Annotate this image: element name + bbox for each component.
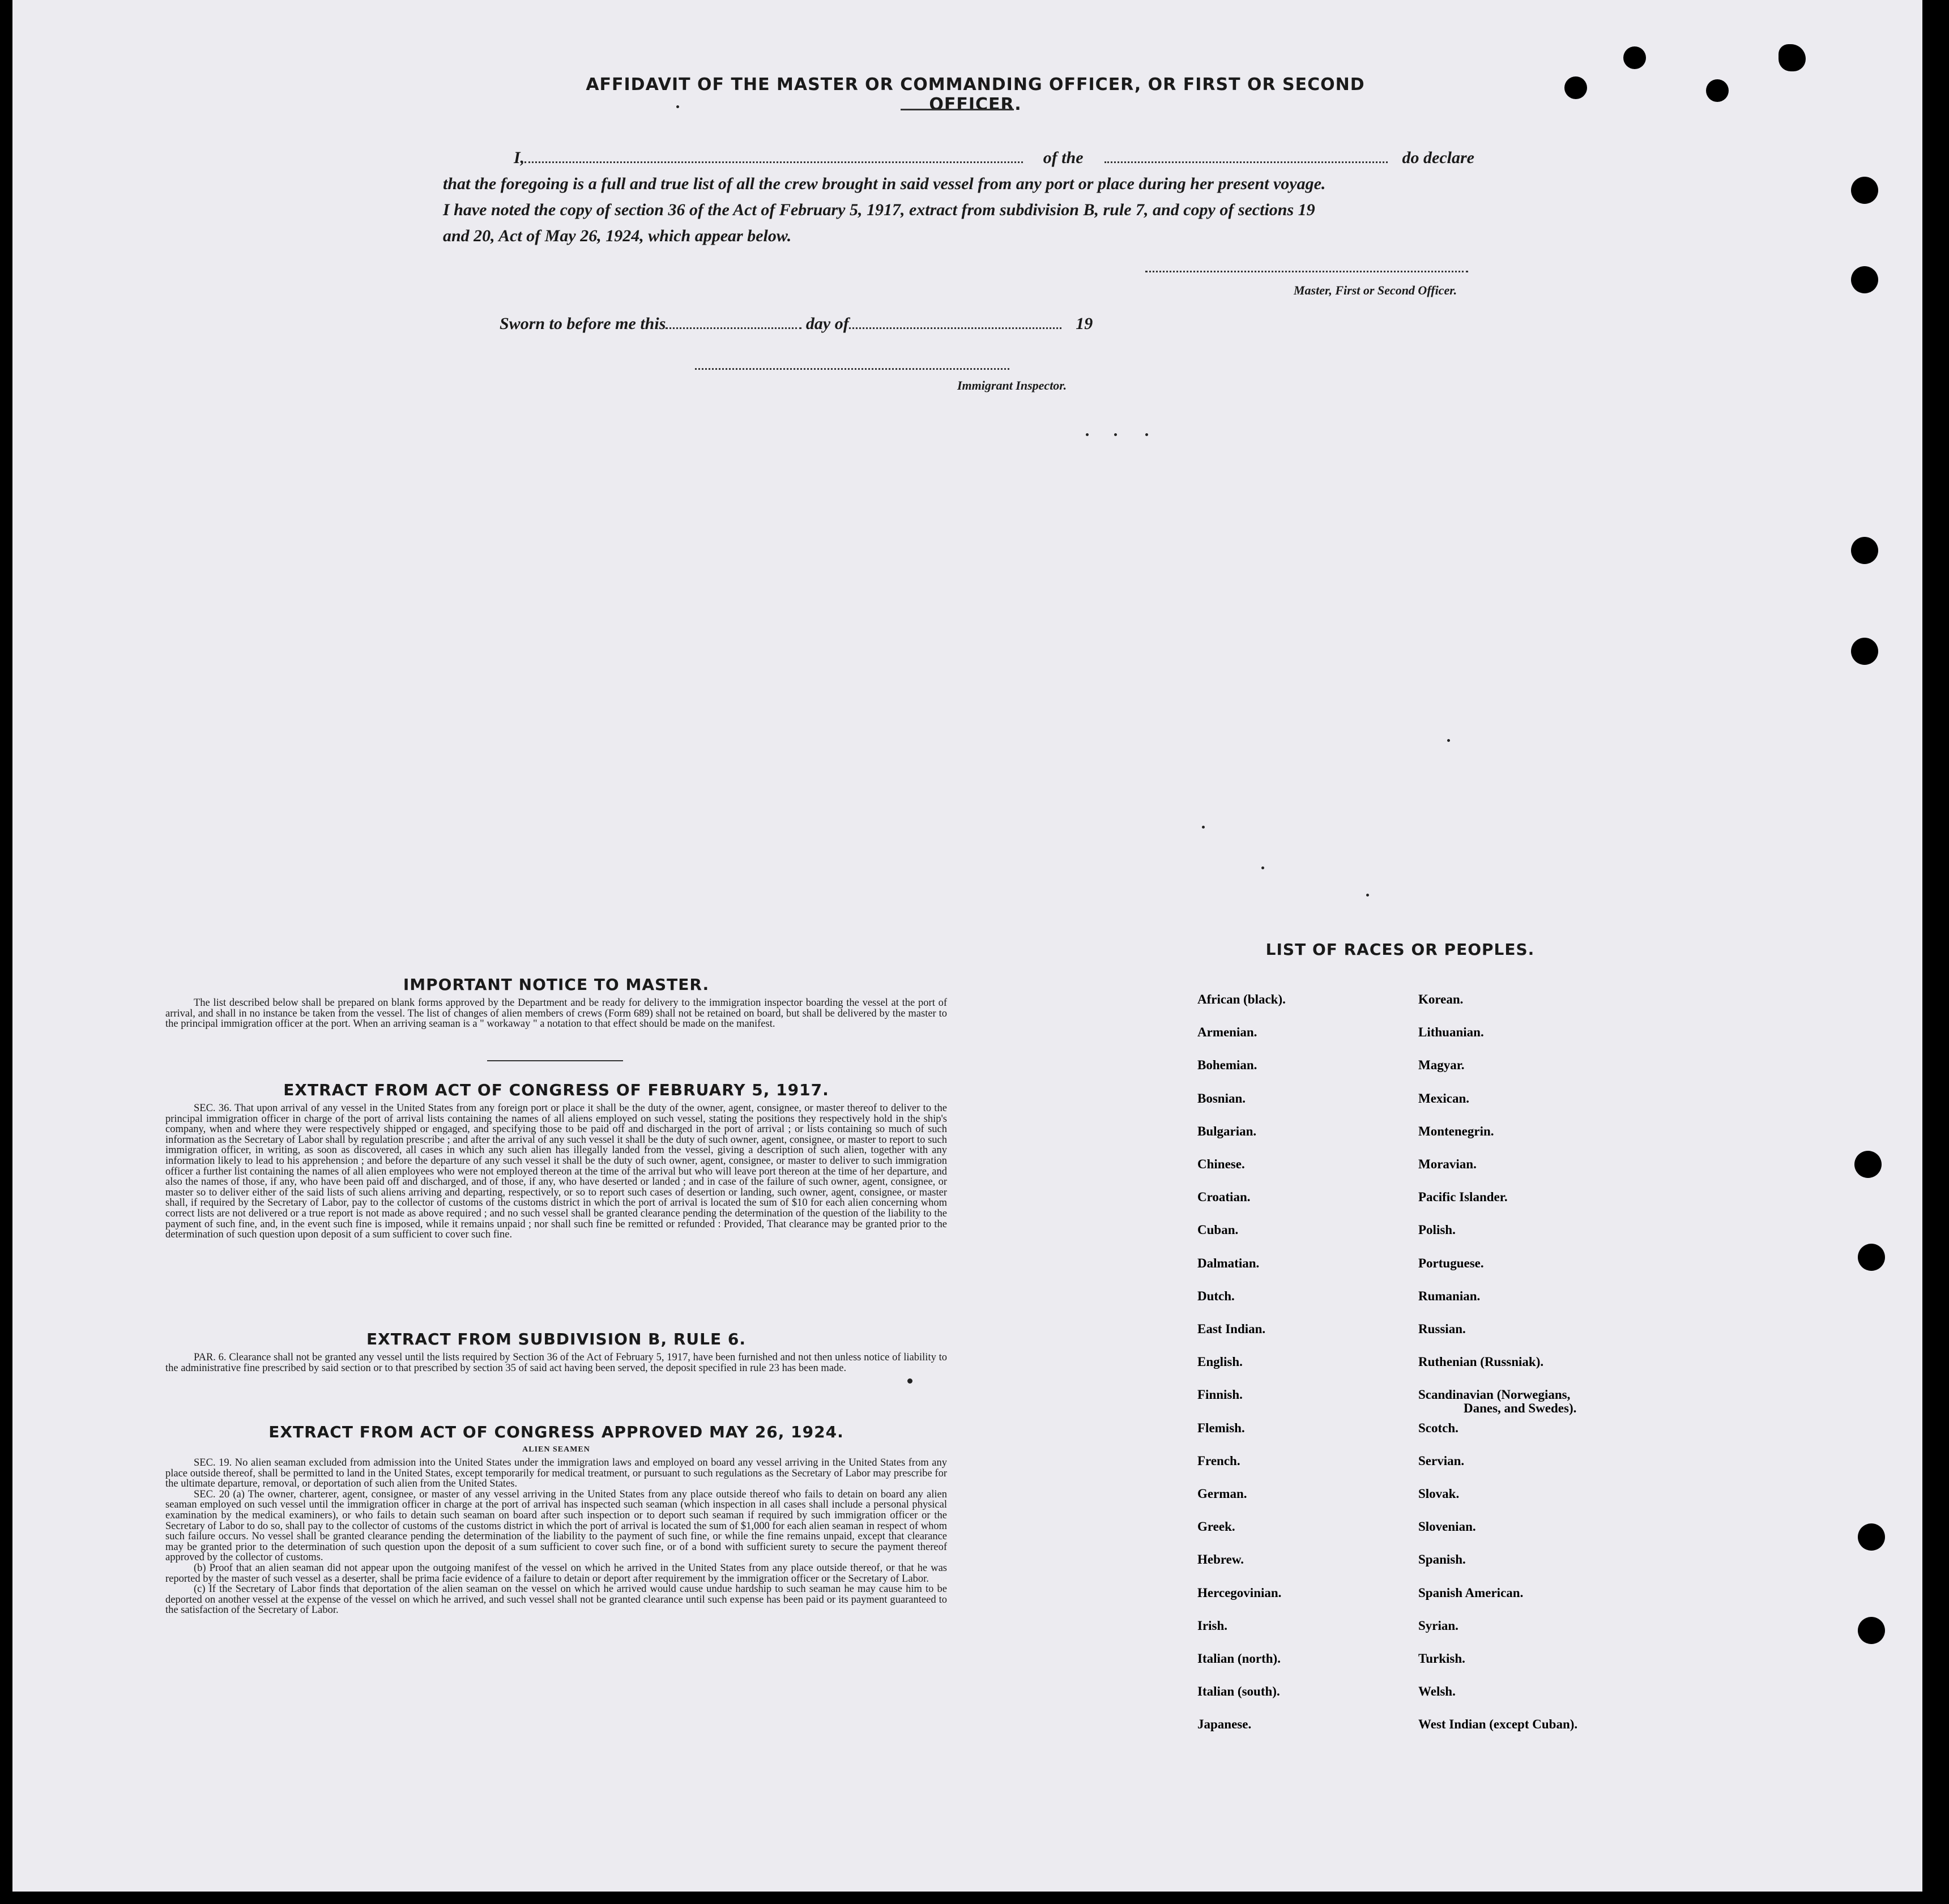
- sworn-prefix: Sworn to before me this: [500, 314, 666, 333]
- race-item: English.: [1197, 1355, 1243, 1369]
- sworn-line: [500, 314, 1093, 334]
- document-page: [12, 0, 1922, 1892]
- race-item: Croatian.: [1197, 1190, 1251, 1205]
- master-signature-line: [1145, 271, 1468, 272]
- race-item: Spanish.: [1418, 1552, 1466, 1567]
- race-item: Slovenian.: [1418, 1519, 1476, 1534]
- race-item: Russian.: [1418, 1322, 1466, 1336]
- sec-20a: SEC. 20 (a) The owner, charterer, agent, consignee, or master of any vessel arriving in the United States from any place outside thereof who fails to detain on board any alien seaman employed on such vessel until the immigration officer in charge at the port of arrival has inspected such seaman (which inspection in all cases shall include a personal physical examination by the medical examiners), or who fails to detain such seaman on board after such inspection or to deport such seaman if required by such immigration officer or the Secretary of Labor to do so, shall pay to the collector of customs of the customs district in which the port of arrival is located the sum of $1,000 for each alien seaman in respect of whom such failure occurs. No vessel shall be granted clearance pending the determination of the liability to the payment of such fine, or while the fine remains unpaid, except that clearance may be granted prior to the determination of such question upon the deposit of a sum sufficient to cover such fine, or of a bond with sufficient surety to secure the payment thereof approved by the collector of customs.: [165, 1488, 947, 1564]
- race-item: Italian (north).: [1197, 1651, 1281, 1666]
- rule-6-text: PAR. 6. Clearance shall not be granted any vessel until the lists required by Section 36 of the Act of February 5, 1917, have been furnished and not then unless notice of liability to the administrative fine prescribed by said section or to that prescribed by section 35 of said act having been served, the deposit specified in rule 23 has been made.: [165, 1352, 947, 1374]
- ink-speck: [1447, 739, 1450, 742]
- race-item: Ruthenian (Russniak).: [1418, 1355, 1544, 1369]
- sec-20c: (c) If the Secretary of Labor finds that deportation of the alien seaman on the vessel on which he arrived would cause undue hardship to such seaman he may cause him to be deported on another vessel at the expense of the vessel on which he arrived, and such vessel shall not be granted clearance until such expense has been paid or its payment guaranteed to the satisfaction of the Secretary of Labor.: [165, 1583, 947, 1616]
- race-item-continued: Danes, and Swedes).: [1464, 1401, 1577, 1416]
- affidavit-line-3: I have noted the copy of section 36 of the Act of February 5, 1917, extract from subdivision B, rule 7, and copy of sections 19: [443, 200, 1315, 219]
- race-item: Welsh.: [1418, 1684, 1456, 1699]
- ink-speck: [1114, 433, 1117, 436]
- sec-19: SEC. 19. No alien seaman excluded from admission into the United States under the immigration laws and employed on board any vessel arriving in the United States from any place outside thereof, shall be permitted to land in the United States, except temporarily for medical treatment, or pursuant to such regulations as the Secretary of Labor may prescribe for the ultimate departure, removal, or deportation of such alien from the United States.: [165, 1457, 947, 1490]
- race-item: Syrian.: [1418, 1618, 1458, 1633]
- race-item: Greek.: [1197, 1519, 1235, 1534]
- race-item: Cuban.: [1197, 1223, 1239, 1237]
- race-item: Polish.: [1418, 1223, 1456, 1237]
- binder-hole: [1851, 537, 1878, 564]
- affidavit-line-2: that the foregoing is a full and true list of all the crew brought in said vessel from any port or place during her present voyage.: [443, 174, 1326, 193]
- vessel-blank: [1104, 161, 1388, 163]
- binder-hole: [1564, 76, 1587, 99]
- binder-hole: [1851, 177, 1878, 204]
- ink-speck: [676, 105, 679, 108]
- races-title: LIST OF RACES OR PEOPLES.: [1265, 940, 1535, 959]
- affidavit-i: I,: [514, 148, 525, 167]
- race-item: Pacific Islander.: [1418, 1190, 1508, 1205]
- ink-speck: [1086, 433, 1089, 436]
- extract-1917-text: SEC. 36. That upon arrival of any vessel in the United States from any foreign port or place it shall be the duty of the owner, agent, consignee, or master thereof to deliver to the principal immigration officer in charge of the port of arrival lists containing the names of all aliens employed on such vessel, stating the positions they respectively hold in the ship's company, when and where they were respectively shipped or engaged, and specifying those to be paid off and discharged in the port of arrival ; or lists containing so much of such information as the Secretary of Labor shall by regulation prescribe ; and after the arrival of any such vessel it shall be the duty of such owner, agent, consignee, or master to report to such immigration officer, in writing, as soon as discovered, all cases in which any such alien has illegally landed from the vessel, giving a description of such alien, together with any information likely to lead to his apprehension ; and before the departure of any such vessel it shall be the duty of such owner, agent, consignee, or master to deliver to such immigration officer a further list containing the names of all alien employees who were not employed thereon at the time of the arrival but who will leave port thereon at the time of her departure, and also the names of those, if any, who have been paid off and discharged, and of those, if any, who have deserted or landed ; and in case of the failure of such owner, agent, consignee, or master so to deliver either of the said lists of such aliens arriving and departing, respectively, or so to report such cases of desertion or landing, such owner, agent, consignee, or master shall, if required by the Secretary of Labor, pay to the collector of customs of the customs district in which the port of arrival is located the sum of $10 for each alien concerning whom correct lists are not delivered or a true report is not made as above required ; and no such vessel shall be granted clearance pending the determination of the question of the liability to the payment of such fine, and, in the event such fine is imposed, while it remains unpaid ; nor shall such fine be remitted or refunded : Provided, That clearance may be granted prior to the determination of such question upon deposit of a sum sufficient to cover such fine.: [165, 1103, 947, 1241]
- race-item: Japanese.: [1197, 1717, 1252, 1732]
- ink-speck: [1366, 894, 1369, 896]
- race-item: Mexican.: [1418, 1091, 1470, 1105]
- inspector-signature-line: [695, 368, 1009, 370]
- race-item: Servian.: [1418, 1453, 1465, 1468]
- ink-speck: [1202, 826, 1205, 829]
- race-item: Montenegrin.: [1418, 1124, 1494, 1138]
- binder-hole: [1858, 1244, 1885, 1271]
- race-item: Flemish.: [1197, 1420, 1245, 1435]
- affidavit-of-the: of the: [1043, 148, 1084, 167]
- race-item: Scandinavian (Norwegians,: [1418, 1388, 1571, 1402]
- extract-1917-title: EXTRACT FROM ACT OF CONGRESS OF FEBRUARY 5, 1917.: [283, 1081, 829, 1099]
- title-underline: [901, 109, 1014, 110]
- sworn-day-of: day of: [805, 314, 849, 333]
- race-item: Bulgarian.: [1197, 1124, 1257, 1138]
- binder-hole: [1623, 46, 1646, 69]
- binder-hole: [1854, 1151, 1882, 1178]
- race-item: Bohemian.: [1197, 1058, 1257, 1073]
- race-item: Bosnian.: [1197, 1091, 1246, 1105]
- master-caption: Master, First or Second Officer.: [1294, 283, 1457, 297]
- ink-speck: [907, 1378, 912, 1384]
- race-item: Portuguese.: [1418, 1256, 1484, 1270]
- sec-20b: (b) Proof that an alien seaman did not appear upon the outgoing manifest of the vessel on which he arrived in the United States from any place outside thereof, or that he was reported by the master of such vessel as a deserter, shall be prima facie evidence of a failure to detain or deport after requirement by the immigration officer or the Secretary of Labor.: [165, 1562, 947, 1585]
- inspector-caption: Immigrant Inspector.: [957, 378, 1067, 392]
- binder-hole: [1858, 1617, 1885, 1644]
- rule-6-title: EXTRACT FROM SUBDIVISION B, RULE 6.: [366, 1330, 746, 1348]
- affidavit-line-1: [514, 148, 1511, 168]
- sworn-month-blank: [849, 327, 1061, 329]
- affidavit-line-4: and 20, Act of May 26, 1924, which appear below.: [443, 227, 792, 245]
- race-item: Magyar.: [1418, 1058, 1465, 1073]
- race-item: Moravian.: [1418, 1157, 1477, 1171]
- race-item: Korean.: [1418, 992, 1464, 1006]
- race-item: Scotch.: [1418, 1420, 1458, 1435]
- affidavit-declare: do declare: [1402, 148, 1474, 167]
- race-item: Turkish.: [1418, 1651, 1465, 1666]
- binder-hole: [1706, 79, 1729, 102]
- extract-1924-body: [165, 1458, 947, 1616]
- race-item: French.: [1197, 1453, 1240, 1468]
- race-item: Dalmatian.: [1197, 1256, 1260, 1270]
- race-item: Rumanian.: [1418, 1288, 1481, 1303]
- race-item: Chinese.: [1197, 1157, 1245, 1171]
- binder-hole: [1858, 1523, 1885, 1551]
- extract-1924-subtitle: ALIEN SEAMEN: [522, 1445, 590, 1454]
- race-item: Hercegovinian.: [1197, 1585, 1282, 1600]
- race-item: Lithuanian.: [1418, 1025, 1484, 1040]
- race-item: West Indian (except Cuban).: [1418, 1717, 1578, 1732]
- race-item: Spanish American.: [1418, 1585, 1524, 1600]
- affidavit-title: AFFIDAVIT OF THE MASTER OR COMMANDING OFFICER, OR FIRST OR SECOND OFFICER.: [586, 75, 1365, 114]
- race-item: Hebrew.: [1197, 1552, 1244, 1567]
- sworn-day-blank: [666, 327, 801, 329]
- binder-hole: [1851, 266, 1878, 293]
- race-item: Irish.: [1197, 1618, 1228, 1633]
- binder-hole: [1851, 638, 1878, 665]
- race-item: German.: [1197, 1487, 1247, 1501]
- race-item: East Indian.: [1197, 1322, 1266, 1336]
- race-item: Armenian.: [1197, 1025, 1257, 1040]
- race-item: African (black).: [1197, 992, 1286, 1006]
- race-item: Finnish.: [1197, 1388, 1243, 1402]
- race-item: Slovak.: [1418, 1487, 1460, 1501]
- sworn-year: 19: [1076, 314, 1093, 333]
- ink-speck: [1145, 433, 1148, 436]
- extract-1924-title: EXTRACT FROM ACT OF CONGRESS APPROVED MAY 26, 1924.: [268, 1423, 844, 1441]
- notice-rule: [487, 1060, 623, 1061]
- name-blank: [524, 161, 1023, 163]
- ink-speck: [1261, 866, 1264, 869]
- binder-hole: [1779, 44, 1806, 71]
- notice-text: The list described below shall be prepared on blank forms approved by the Department and be ready for delivery to the immigration inspector boarding the vessel at the port of arrival, and shall in no instance be taken from the vessel. The list of changes of alien members of crews (Form 689) shall not be retained on board, but shall be delivered by the master to the principal immigration officer at the port. When an arriving seaman is a " workaway " a notation to that effect should be made on the manifest.: [165, 997, 947, 1030]
- notice-title: IMPORTANT NOTICE TO MASTER.: [403, 975, 710, 994]
- race-item: Italian (south).: [1197, 1684, 1280, 1699]
- race-item: Dutch.: [1197, 1288, 1235, 1303]
